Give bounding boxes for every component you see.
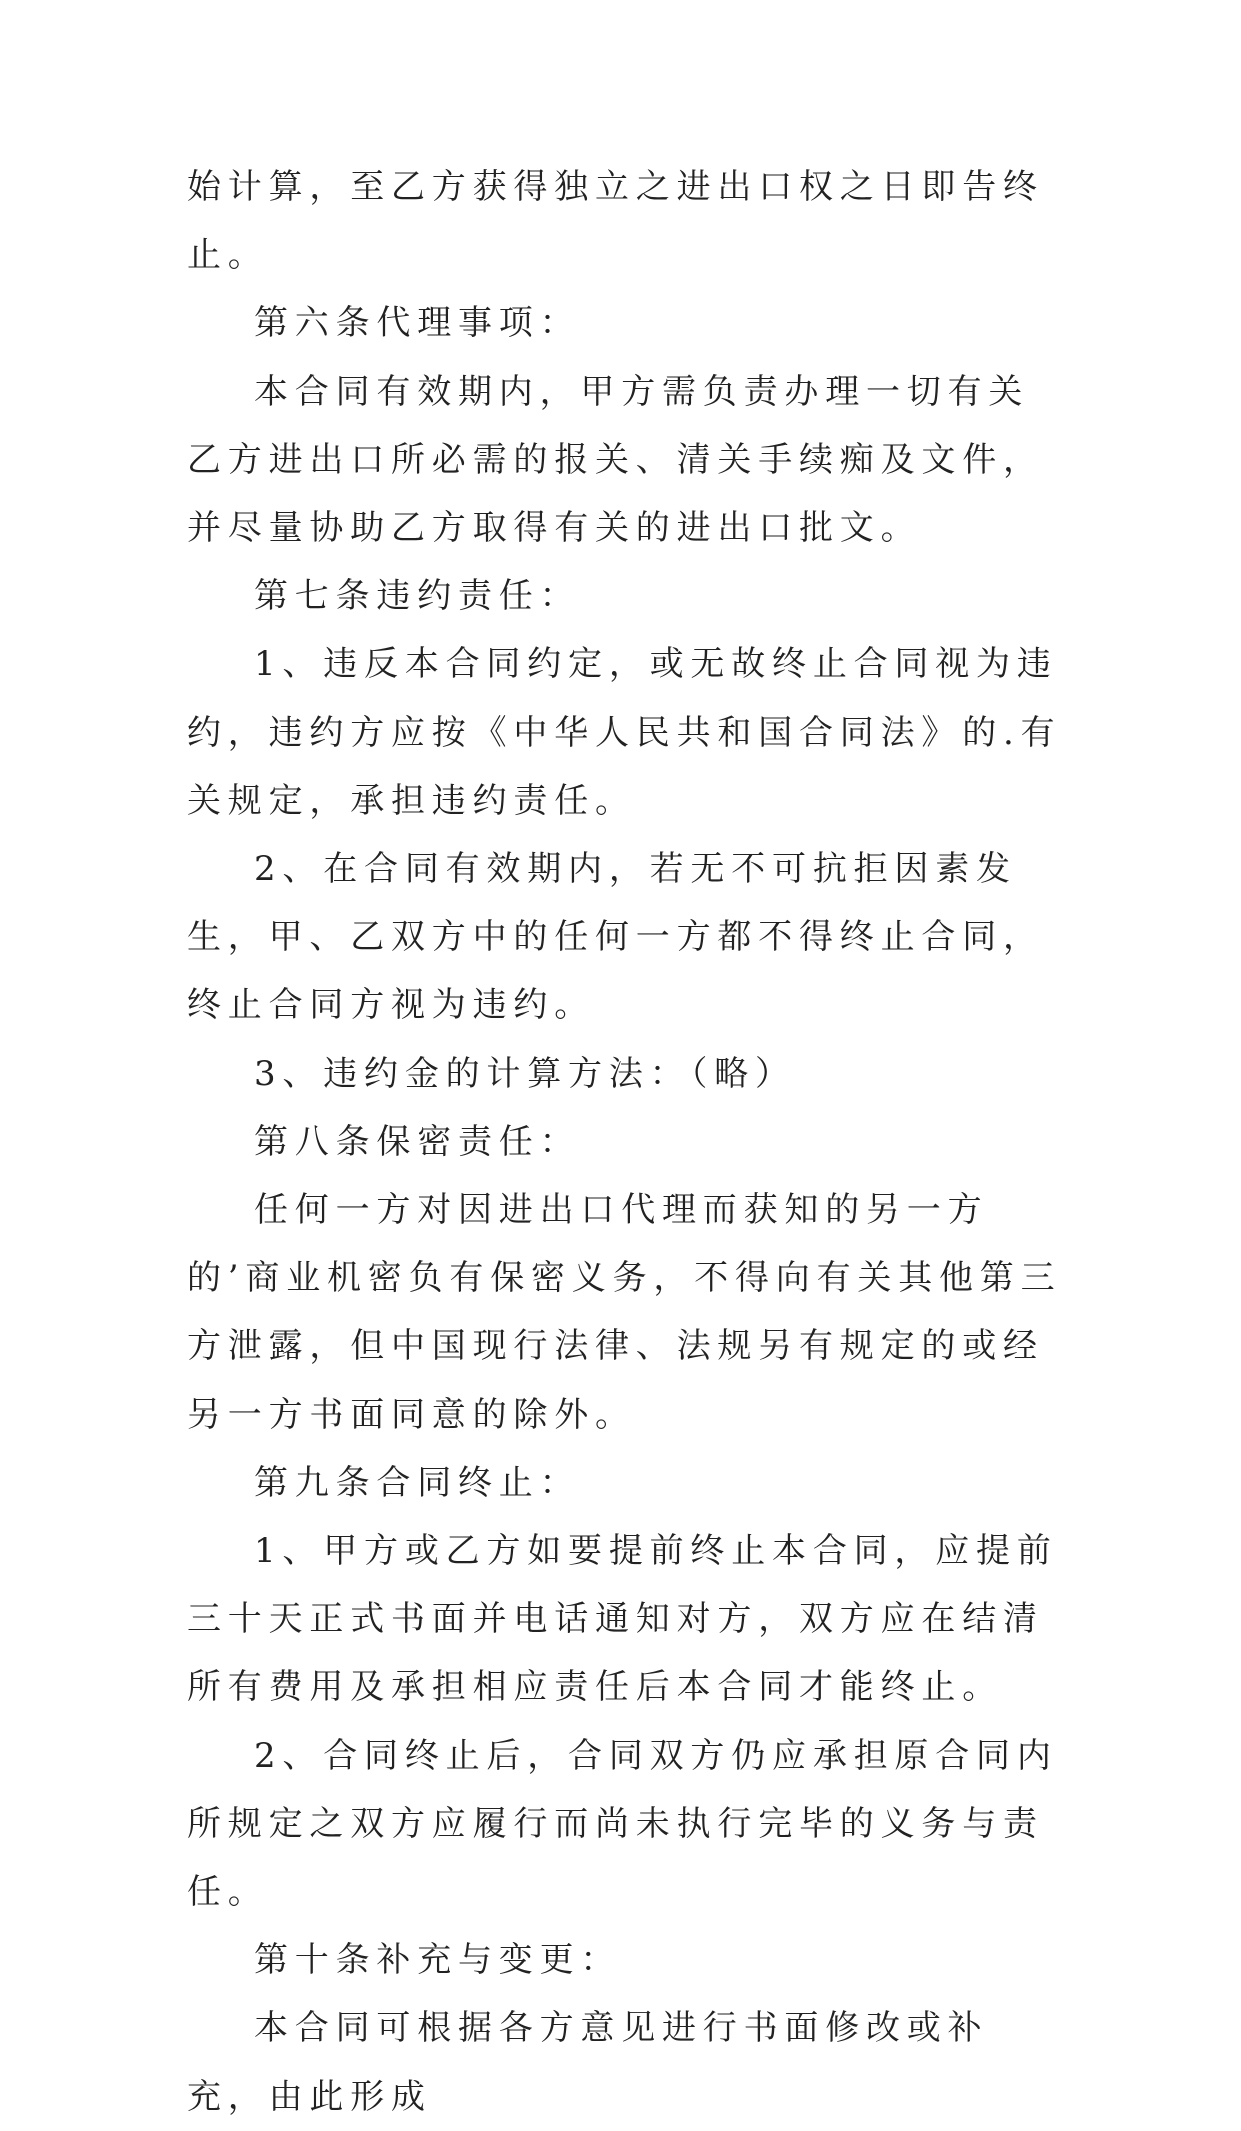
- article-10-heading: 第十条补充与变更：: [254, 1940, 622, 1981]
- article-10-body: 本合同可根据各方意见进行书面修改或补充，由此形成: [187, 2008, 989, 2117]
- article-9-heading: 第九条合同终止：: [254, 1462, 581, 1503]
- article-9-clause-2: 2、合同终止后，合同双方仍应承担原合同内所规定之双方应履行而尚未执行完毕的义务与责任。: [187, 1735, 1058, 1913]
- contract-text: [187, 153, 1067, 2131]
- article-7-clause-3: 3、违约金的计算方法：（略）: [254, 1053, 796, 1094]
- article-8-body: 任何一方对因进出口代理而获知的另一方的’商业机密负有保密义务，不得向有关其他第三方泄露，但中国现行法律、法规另有规定的或经另一方书面同意的除外。: [187, 1190, 1062, 1435]
- article-6-body: 本合同有效期内，甲方需负责办理一切有关乙方进出口所必需的报关、清关手续痴及文件，并尽量协助乙方取得有关的进出口批文。: [187, 371, 1044, 549]
- paragraph-continuation: 始计算，至乙方获得独立之进出口权之日即告终止。: [187, 167, 1044, 276]
- article-6-heading: 第六条代理事项：: [254, 303, 581, 344]
- article-7-clause-2: 2、在合同有效期内，若无不可抗拒因素发生，甲、乙双方中的任何一方都不得终止合同，终止合同方视为违约。: [187, 849, 1044, 1026]
- article-7-clause-1: 1、违反本合同约定，或无故终止合同视为违约，违约方应按《中华人民共和国合同法》的.有关规定，承担违约责任。: [187, 644, 1062, 821]
- article-8-heading: 第八条保密责任：: [254, 1121, 581, 1162]
- article-9-clause-1: 1、甲方或乙方如要提前终止本合同，应提前三十天正式书面并电话通知对方，双方应在结清所有费用及承担相应责任后本合同才能终止。: [187, 1531, 1058, 1708]
- article-7-heading: 第七条违约责任：: [254, 576, 581, 617]
